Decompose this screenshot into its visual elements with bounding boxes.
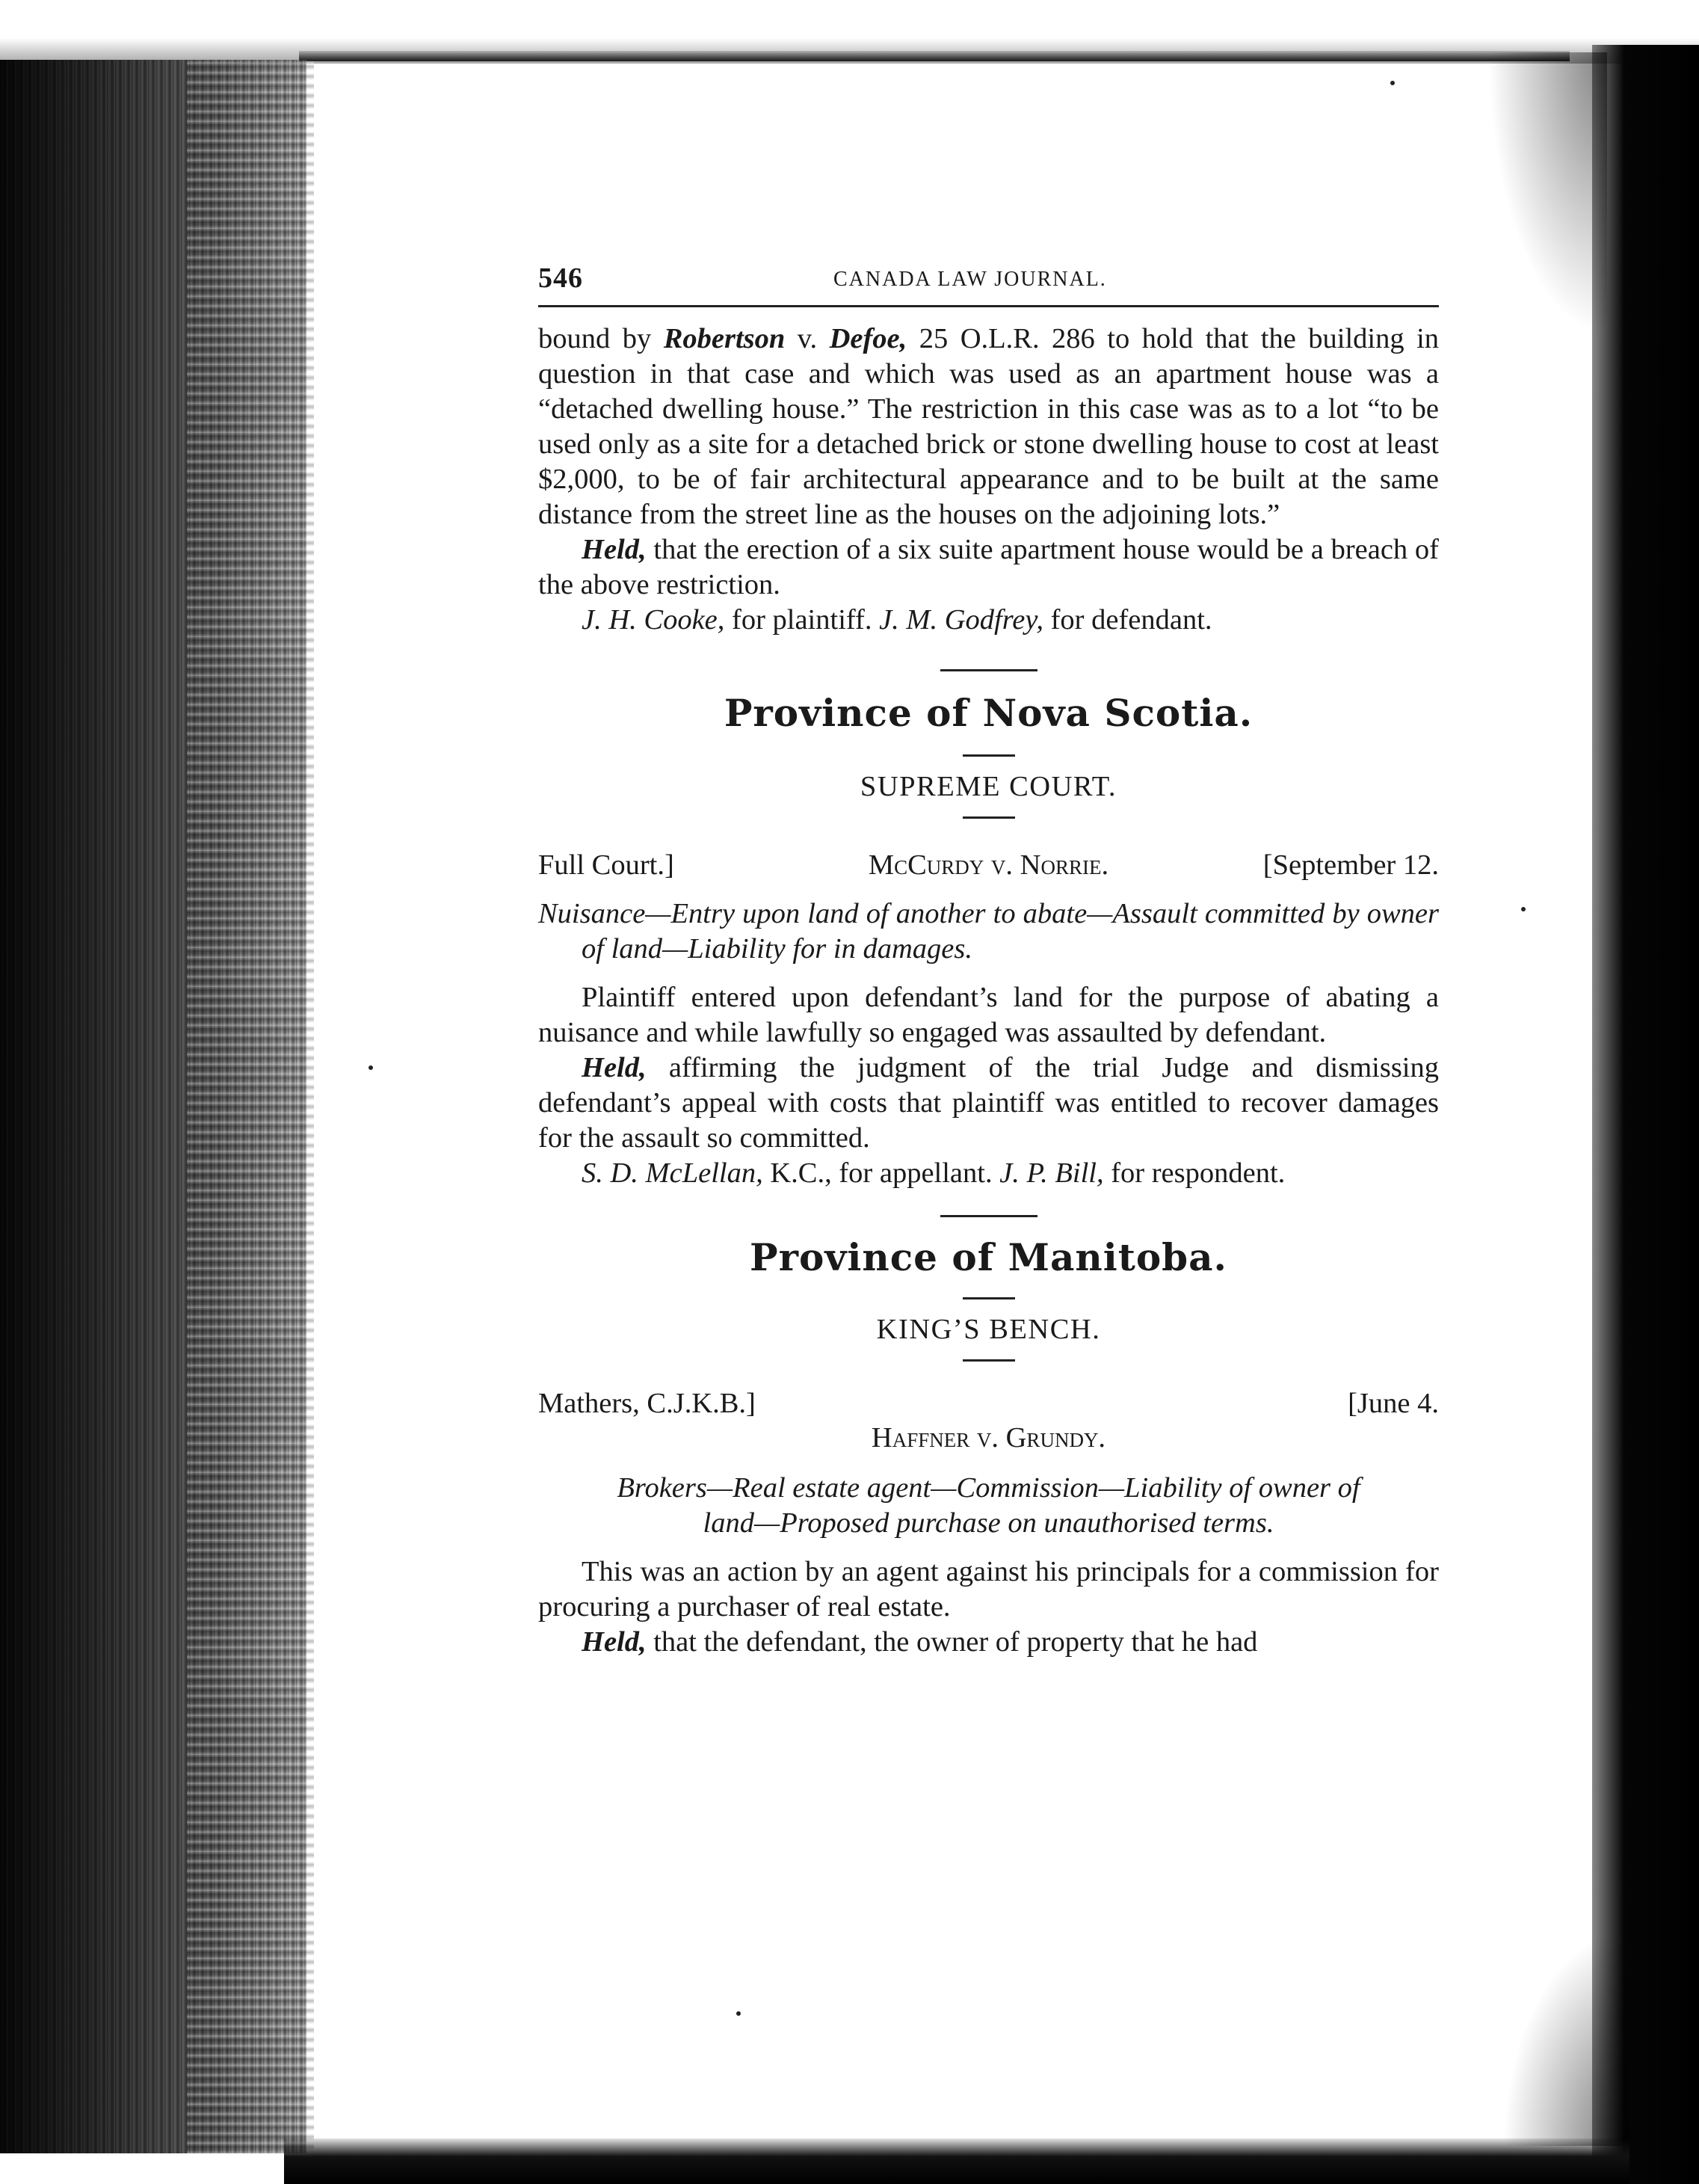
court-heading-supreme: SUPREME COURT. (860, 771, 1117, 802)
text-run: K.C., for appellant. (762, 1157, 1000, 1189)
decision-date: [September 12. (1262, 849, 1439, 881)
page-content (538, 247, 1439, 1660)
headnote-line: Brokers—Real estate agent—Commission—Liability of owner of (617, 1472, 1360, 1504)
section-divider (940, 669, 1037, 671)
journal-title: CANADA LAW JOURNAL. (833, 268, 1107, 291)
scan-speck (736, 2011, 741, 2016)
case-name: Robertson (663, 323, 786, 354)
counsel-name: J. H. Cooke, (582, 604, 725, 636)
section-divider (940, 1215, 1037, 1217)
scan-bottom-edge (284, 2138, 1629, 2184)
court-heading-kings-bench: KING’S BENCH. (876, 1314, 1101, 1345)
province-heading-nova-scotia: Province of Nova Scotia. (724, 691, 1254, 735)
case-line-mccurdy (538, 849, 1439, 886)
page-number: 546 (538, 262, 583, 294)
decision-date: [June 4. (1348, 1388, 1439, 1419)
bench-label: Mathers, C.J.K.B.] (538, 1388, 756, 1419)
counsel-name: J. P. Bill, (999, 1157, 1104, 1189)
province-heading-manitoba: Province of Manitoba. (750, 1235, 1227, 1279)
section-divider (963, 754, 1015, 757)
running-head (538, 247, 1439, 292)
held-label: Held, (582, 534, 647, 565)
section-divider (963, 816, 1015, 819)
scan-speck (1390, 81, 1395, 85)
text-run: that the defendant, the owner of property that he had (646, 1626, 1258, 1658)
bench-label: Full Court.] (538, 849, 674, 881)
paragraph-restriction (538, 322, 1439, 532)
scan-speck (1521, 907, 1526, 911)
paragraph-held (538, 1625, 1439, 1660)
paragraph-facts: This was an action by an agent against his principals for a commission for procuring a purchaser of real estate. (538, 1556, 1439, 1622)
case-title: Haffner v. Grundy. (871, 1422, 1106, 1454)
section-divider (963, 1297, 1015, 1299)
paragraph-facts: Plaintiff entered upon defendant’s land for the purpose of abating a nuisance and while lawfully so engaged was assaulted by defendant. (538, 982, 1439, 1048)
paragraph-held (538, 532, 1439, 603)
held-label: Held, (582, 1052, 647, 1083)
text-run: 25 O.L.R. 286 to hold that the building in question in that case and which was used as an apartment house was a “detached dwelling house.” The restriction in this case was as to a lot “to be used only as a site for a detached brick or stone dwelling house to cost at least $2,000, to be of fair architectural appearance and to be built at the same distance from the street line as the houses on the adjoining lots.” (538, 323, 1440, 530)
text-run: bound by (538, 323, 664, 354)
counsel-name: J. M. Godfrey, (879, 604, 1043, 636)
section-divider (963, 1359, 1015, 1362)
scan-top-border (299, 51, 1570, 61)
headnote-line: land—Proposed purchase on unauthorised terms. (703, 1507, 1274, 1539)
scan-right-edge (1592, 45, 1699, 2184)
paragraph-held (538, 1051, 1439, 1156)
text-run: for plaintiff. (724, 604, 880, 636)
text-run: that the erection of a six suite apartment house would be a breach of the above restriction. (538, 534, 1439, 600)
headnote-brokers (538, 1471, 1439, 1541)
case-title: McCurdy v. Norrie. (868, 849, 1109, 881)
header-rule (538, 305, 1439, 307)
text-run: for defendant. (1043, 604, 1212, 636)
headnote-nuisance: Nuisance—Entry upon land of another to abate—Assault committed by owner of land—Liability for in damages. (538, 898, 1439, 965)
case-name: Defoe, (829, 323, 907, 354)
held-label: Held, (582, 1626, 647, 1658)
counsel-name: S. D. McLellan, (582, 1157, 763, 1189)
paragraph-counsel (538, 1156, 1439, 1191)
page-corner-shadow-bottom (1502, 1929, 1629, 2146)
paragraph-counsel (538, 603, 1439, 638)
scan-speck (369, 1065, 373, 1070)
text-run: v. (785, 323, 830, 354)
text-run: for respondent. (1103, 1157, 1286, 1189)
text-run: affirming the judgment of the trial Judge and dismissing defendant’s appeal with costs that plaintiff was entitled to recover damages for the assault so committed. (538, 1052, 1439, 1154)
page-corner-shadow-top (1487, 52, 1607, 336)
book-spine-texture (187, 60, 314, 2153)
case-line-haffner (538, 1387, 1439, 1421)
